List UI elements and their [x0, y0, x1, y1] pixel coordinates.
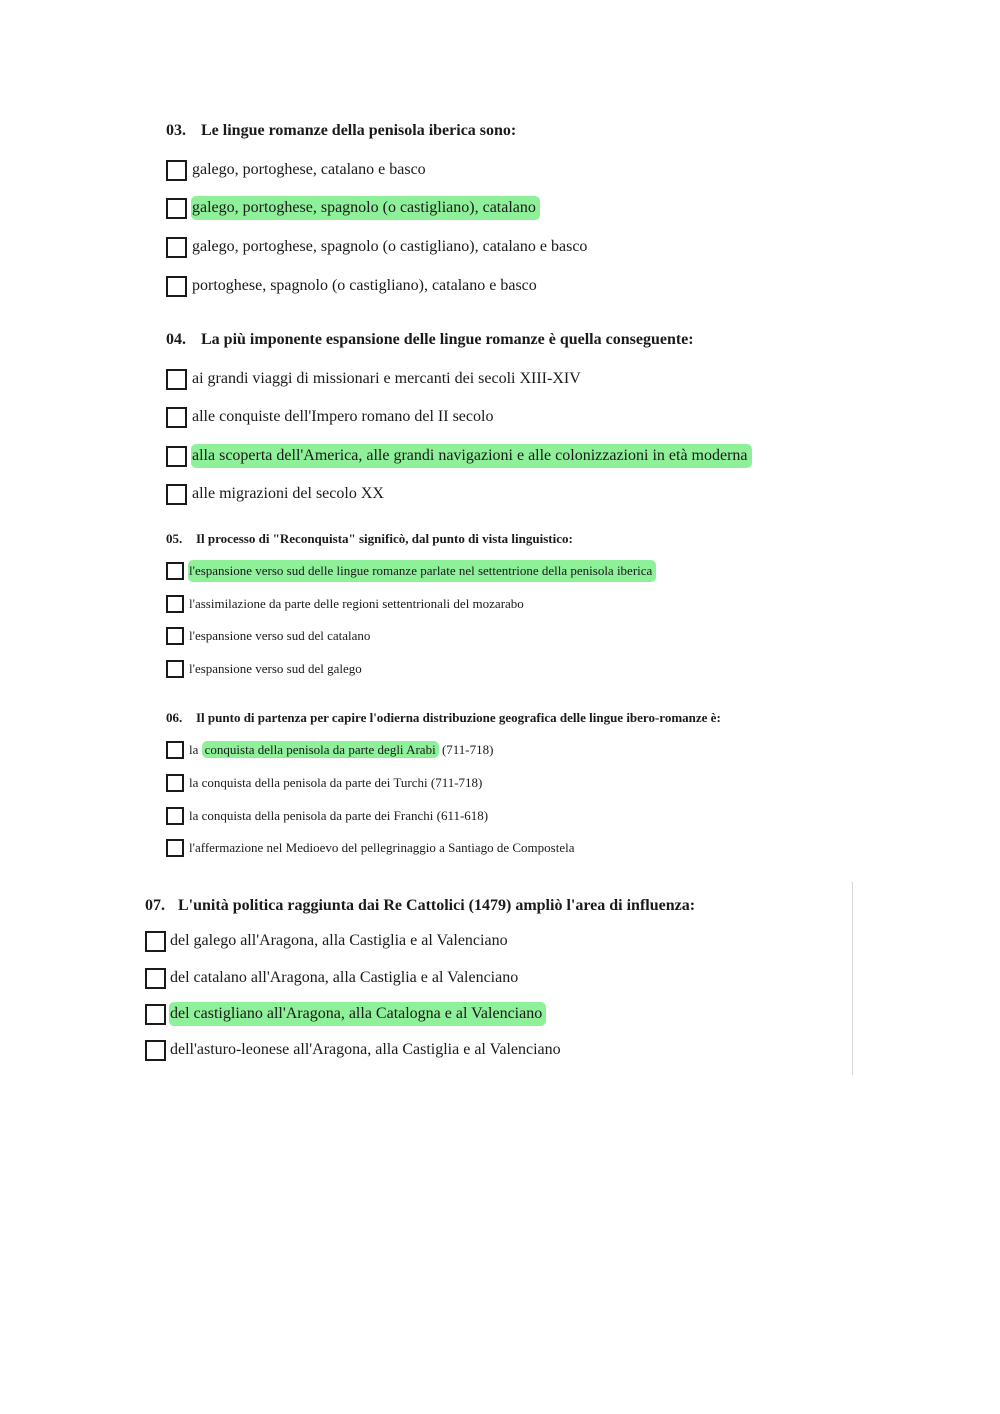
- option-c[interactable]: [166, 625, 374, 647]
- option-d[interactable]: [145, 1038, 565, 1062]
- checkbox[interactable]: [166, 839, 184, 857]
- checkbox[interactable]: [166, 774, 184, 792]
- checkbox[interactable]: [166, 595, 184, 613]
- option-text: la conquista della penisola da parte dei Turchi (711-718): [189, 775, 483, 790]
- question-text: La più imponente espansione delle lingue romanze è quella conseguente:: [201, 331, 694, 348]
- highlighted-span: conquista della penisola da parte degli Arabi: [202, 741, 439, 758]
- option-d[interactable]: [166, 658, 366, 680]
- option-d[interactable]: [166, 837, 578, 859]
- option-b[interactable]: [145, 966, 522, 990]
- question-title: [166, 122, 516, 140]
- option-text: alle migrazioni del secolo XX: [192, 485, 384, 502]
- checkbox[interactable]: [166, 484, 187, 505]
- checkbox[interactable]: [166, 369, 187, 390]
- option-text: la conquista della penisola da parte dei Franchi (611-618): [189, 808, 489, 823]
- checkbox[interactable]: [145, 1004, 166, 1025]
- option-text-highlighted: alla scoperta dell'America, alle grandi navigazioni e alle colonizzazioni in età moderna: [191, 444, 752, 468]
- option-text: portoghese, spagnolo (o castigliano), catalano e basco: [192, 277, 537, 294]
- checkbox[interactable]: [166, 741, 184, 759]
- checkbox[interactable]: [166, 627, 184, 645]
- option-text-highlighted: galego, portoghese, spagnolo (o castigliano), catalano: [191, 196, 540, 220]
- option-text: alle conquiste dell'Impero romano del II secolo: [192, 408, 494, 425]
- option-c[interactable]: [166, 235, 591, 259]
- question-text: Le lingue romanze della penisola iberica sono:: [201, 122, 517, 139]
- option-text: del galego all'Aragona, alla Castiglia e al Valenciano: [170, 932, 508, 949]
- question-number: 03.: [166, 122, 186, 139]
- option-text: del catalano all'Aragona, alla Castiglia e al Valenciano: [170, 969, 519, 986]
- checkbox[interactable]: [145, 931, 166, 952]
- option-a[interactable]: [166, 560, 656, 582]
- checkbox[interactable]: [166, 198, 187, 219]
- option-a[interactable]: [166, 367, 585, 391]
- checkbox[interactable]: [166, 160, 187, 181]
- option-c[interactable]: [166, 805, 492, 827]
- option-c[interactable]: [166, 444, 752, 468]
- checkbox[interactable]: [166, 237, 187, 258]
- option-c[interactable]: [145, 1002, 546, 1026]
- option-text: galego, portoghese, spagnolo (o castigliano), catalano e basco: [192, 238, 588, 255]
- option-b[interactable]: [166, 405, 497, 429]
- option-text: l'affermazione nel Medioevo del pellegrinaggio a Santiago de Compostela: [189, 840, 575, 855]
- option-d[interactable]: [166, 274, 541, 298]
- option-a[interactable]: [166, 739, 497, 761]
- question-number: 04.: [166, 331, 186, 348]
- question-text: L'unità politica raggiunta dai Re Cattolici (1479) ampliò l'area di influenza:: [178, 897, 696, 914]
- option-text: dell'asturo-leonese all'Aragona, alla Castiglia e al Valenciano: [170, 1041, 561, 1058]
- option-text: galego, portoghese, catalano e basco: [192, 161, 426, 178]
- question-title: [166, 710, 721, 726]
- page-divider-line: [852, 882, 853, 1075]
- question-text: Il processo di "Reconquista" significò, dal punto di vista linguistico:: [196, 531, 573, 546]
- checkbox[interactable]: [166, 276, 187, 297]
- option-a[interactable]: [145, 929, 512, 953]
- checkbox[interactable]: [166, 562, 184, 580]
- option-b[interactable]: [166, 772, 486, 794]
- option-text: ai grandi viaggi di missionari e mercanti dei secoli XIII-XIV: [192, 370, 581, 387]
- option-text: l'espansione verso sud del catalano: [189, 628, 371, 643]
- question-title: [166, 331, 694, 349]
- checkbox[interactable]: [145, 968, 166, 989]
- option-a[interactable]: [166, 158, 430, 182]
- option-d[interactable]: [166, 482, 388, 506]
- checkbox[interactable]: [166, 807, 184, 825]
- question-text: Il punto di partenza per capire l'odierna distribuzione geografica delle lingue ibero-romanze è:: [196, 710, 721, 725]
- option-text-highlighted: l'espansione verso sud delle lingue romanze parlate nel settentrione della penisola iberica: [188, 560, 656, 582]
- option-b[interactable]: [166, 196, 540, 220]
- question-number: 06.: [166, 710, 183, 725]
- option-text: l'assimilazione da parte delle regioni settentrionali del mozarabo: [189, 596, 524, 611]
- checkbox[interactable]: [145, 1040, 166, 1061]
- checkbox[interactable]: [166, 446, 187, 467]
- question-title: [166, 531, 573, 547]
- option-text-highlighted: del castigliano all'Aragona, alla Catalogna e al Valenciano: [169, 1002, 546, 1026]
- question-title: [145, 897, 695, 915]
- question-number: 05.: [166, 531, 183, 546]
- checkbox[interactable]: [166, 660, 184, 678]
- option-text: la conquista della penisola da parte degli Arabi (711-718): [189, 742, 494, 757]
- question-number: 07.: [145, 897, 165, 914]
- option-b[interactable]: [166, 593, 528, 615]
- checkbox[interactable]: [166, 407, 187, 428]
- option-text: l'espansione verso sud del galego: [189, 661, 362, 676]
